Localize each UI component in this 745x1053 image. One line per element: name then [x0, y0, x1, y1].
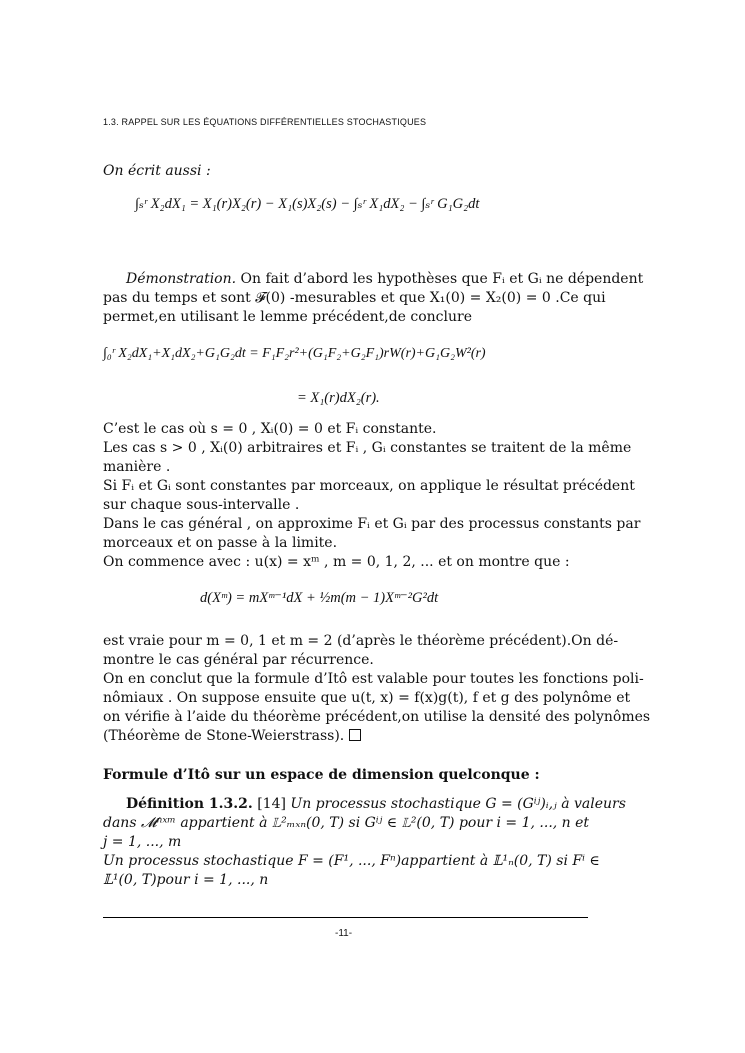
paragraph-7b: nômiaux . On suppose ensuite que u(t, x) = f(x)g(t), f et g des polynôme et [103, 690, 631, 706]
demonstration-line-3: permet,en utilisant le lemme précédent,de conclure [103, 309, 472, 325]
equation-2-line-1: ∫₀ʳ X₂dX₁+X₁dX₂+G₁G₂dt = F₁F₂r²+(G₁F₂+G₂F₁)rW(r)+G₁G₂W²(r) [103, 346, 486, 361]
page-number: -11- [335, 928, 353, 939]
paragraph-6a: est vraie pour m = 0, 1 et m = 2 (d’après le théorème précédent).On dé- [103, 633, 619, 649]
equation-2-line-2: = X₁(r)dX₂(r). [297, 390, 380, 406]
paragraph-7a: On en conclut que la formule d’Itô est valable pour toutes les fonctions poli- [103, 671, 644, 687]
demonstration-label: Démonstration. [126, 271, 237, 287]
definition-text-1: Un processus stochastique G = (Gⁱʲ)ᵢ,ⱼ à valeurs [290, 796, 626, 812]
paragraph-6b: montre le cas général par récurrence. [103, 652, 374, 668]
definition-line-4: Un processus stochastique F = (F¹, ..., Fⁿ)appartient à 𝕃¹ₙ(0, T) si Fⁱ ∈ [103, 853, 600, 869]
paragraph-2a: Les cas s > 0 , Xᵢ(0) arbitraires et Fᵢ , Gᵢ constantes se traitent de la même [103, 440, 632, 456]
section-heading: Formule d’Itô sur un espace de dimension quelconque : [103, 767, 540, 783]
paragraph-7d [103, 727, 361, 746]
paragraph-3b: sur chaque sous-intervalle . [103, 497, 300, 513]
running-header: 1.3. RAPPEL SUR LES ÉQUATIONS DIFFÉRENTIELLES STOCHASTIQUES [103, 117, 427, 127]
definition-label: Définition 1.3.2. [126, 796, 253, 812]
paragraph-4a: Dans le cas général , on approxime Fᵢ et Gᵢ par des processus constants par [103, 516, 641, 532]
paragraph-7d-text: (Théorème de Stone-Weierstrass). [103, 728, 345, 744]
demonstration-text-1: On fait d’abord les hypothèses que Fᵢ et Gᵢ ne dépendent [240, 271, 644, 287]
demonstration-line-2: pas du temps et sont 𝓕(0) -mesurables et que X₁(0) = X₂(0) = 0 .Ce qui [103, 290, 606, 306]
equation-1: ∫ₛʳ X₂dX₁ = X₁(r)X₂(r) − X₁(s)X₂(s) − ∫ₛʳ X₁dX₂ − ∫ₛʳ G₁G₂dt [135, 196, 480, 212]
demonstration-line-1 [126, 270, 643, 289]
paragraph-5: On commence avec : u(x) = xᵐ , m = 0, 1, 2, ... et on montre que : [103, 554, 570, 570]
qed-box-icon [349, 729, 361, 741]
definition-reference: [14] [257, 796, 286, 812]
definition-line-3: j = 1, ..., m [103, 834, 182, 850]
paragraph-4b: morceaux et on passe à la limite. [103, 535, 338, 551]
footer-rule [103, 917, 588, 918]
definition-line-5: 𝕃¹(0, T)pour i = 1, ..., n [103, 872, 269, 888]
paragraph-7c: on vérifie à l’aide du théorème précédent,on utilise la densité des polynômes [103, 709, 651, 725]
definition-line-1 [126, 795, 626, 814]
paragraph-2b: manière . [103, 459, 171, 475]
paragraph-1: C’est le cas où s = 0 , Xᵢ(0) = 0 et Fᵢ constante. [103, 421, 437, 437]
paragraph-3a: Si Fᵢ et Gᵢ sont constantes par morceaux, on applique le résultat précédent [103, 478, 635, 494]
intro-text: On écrit aussi : [103, 163, 211, 179]
definition-line-2: dans 𝓜ⁿˣᵐ appartient à 𝕃²ₘₓₙ(0, T) si Gⁱʲ ∈ 𝕃²(0, T) pour i = 1, ..., n et [103, 815, 590, 831]
equation-3: d(Xᵐ) = mXᵐ⁻¹dX + ½m(m − 1)Xᵐ⁻²G²dt [200, 590, 439, 606]
